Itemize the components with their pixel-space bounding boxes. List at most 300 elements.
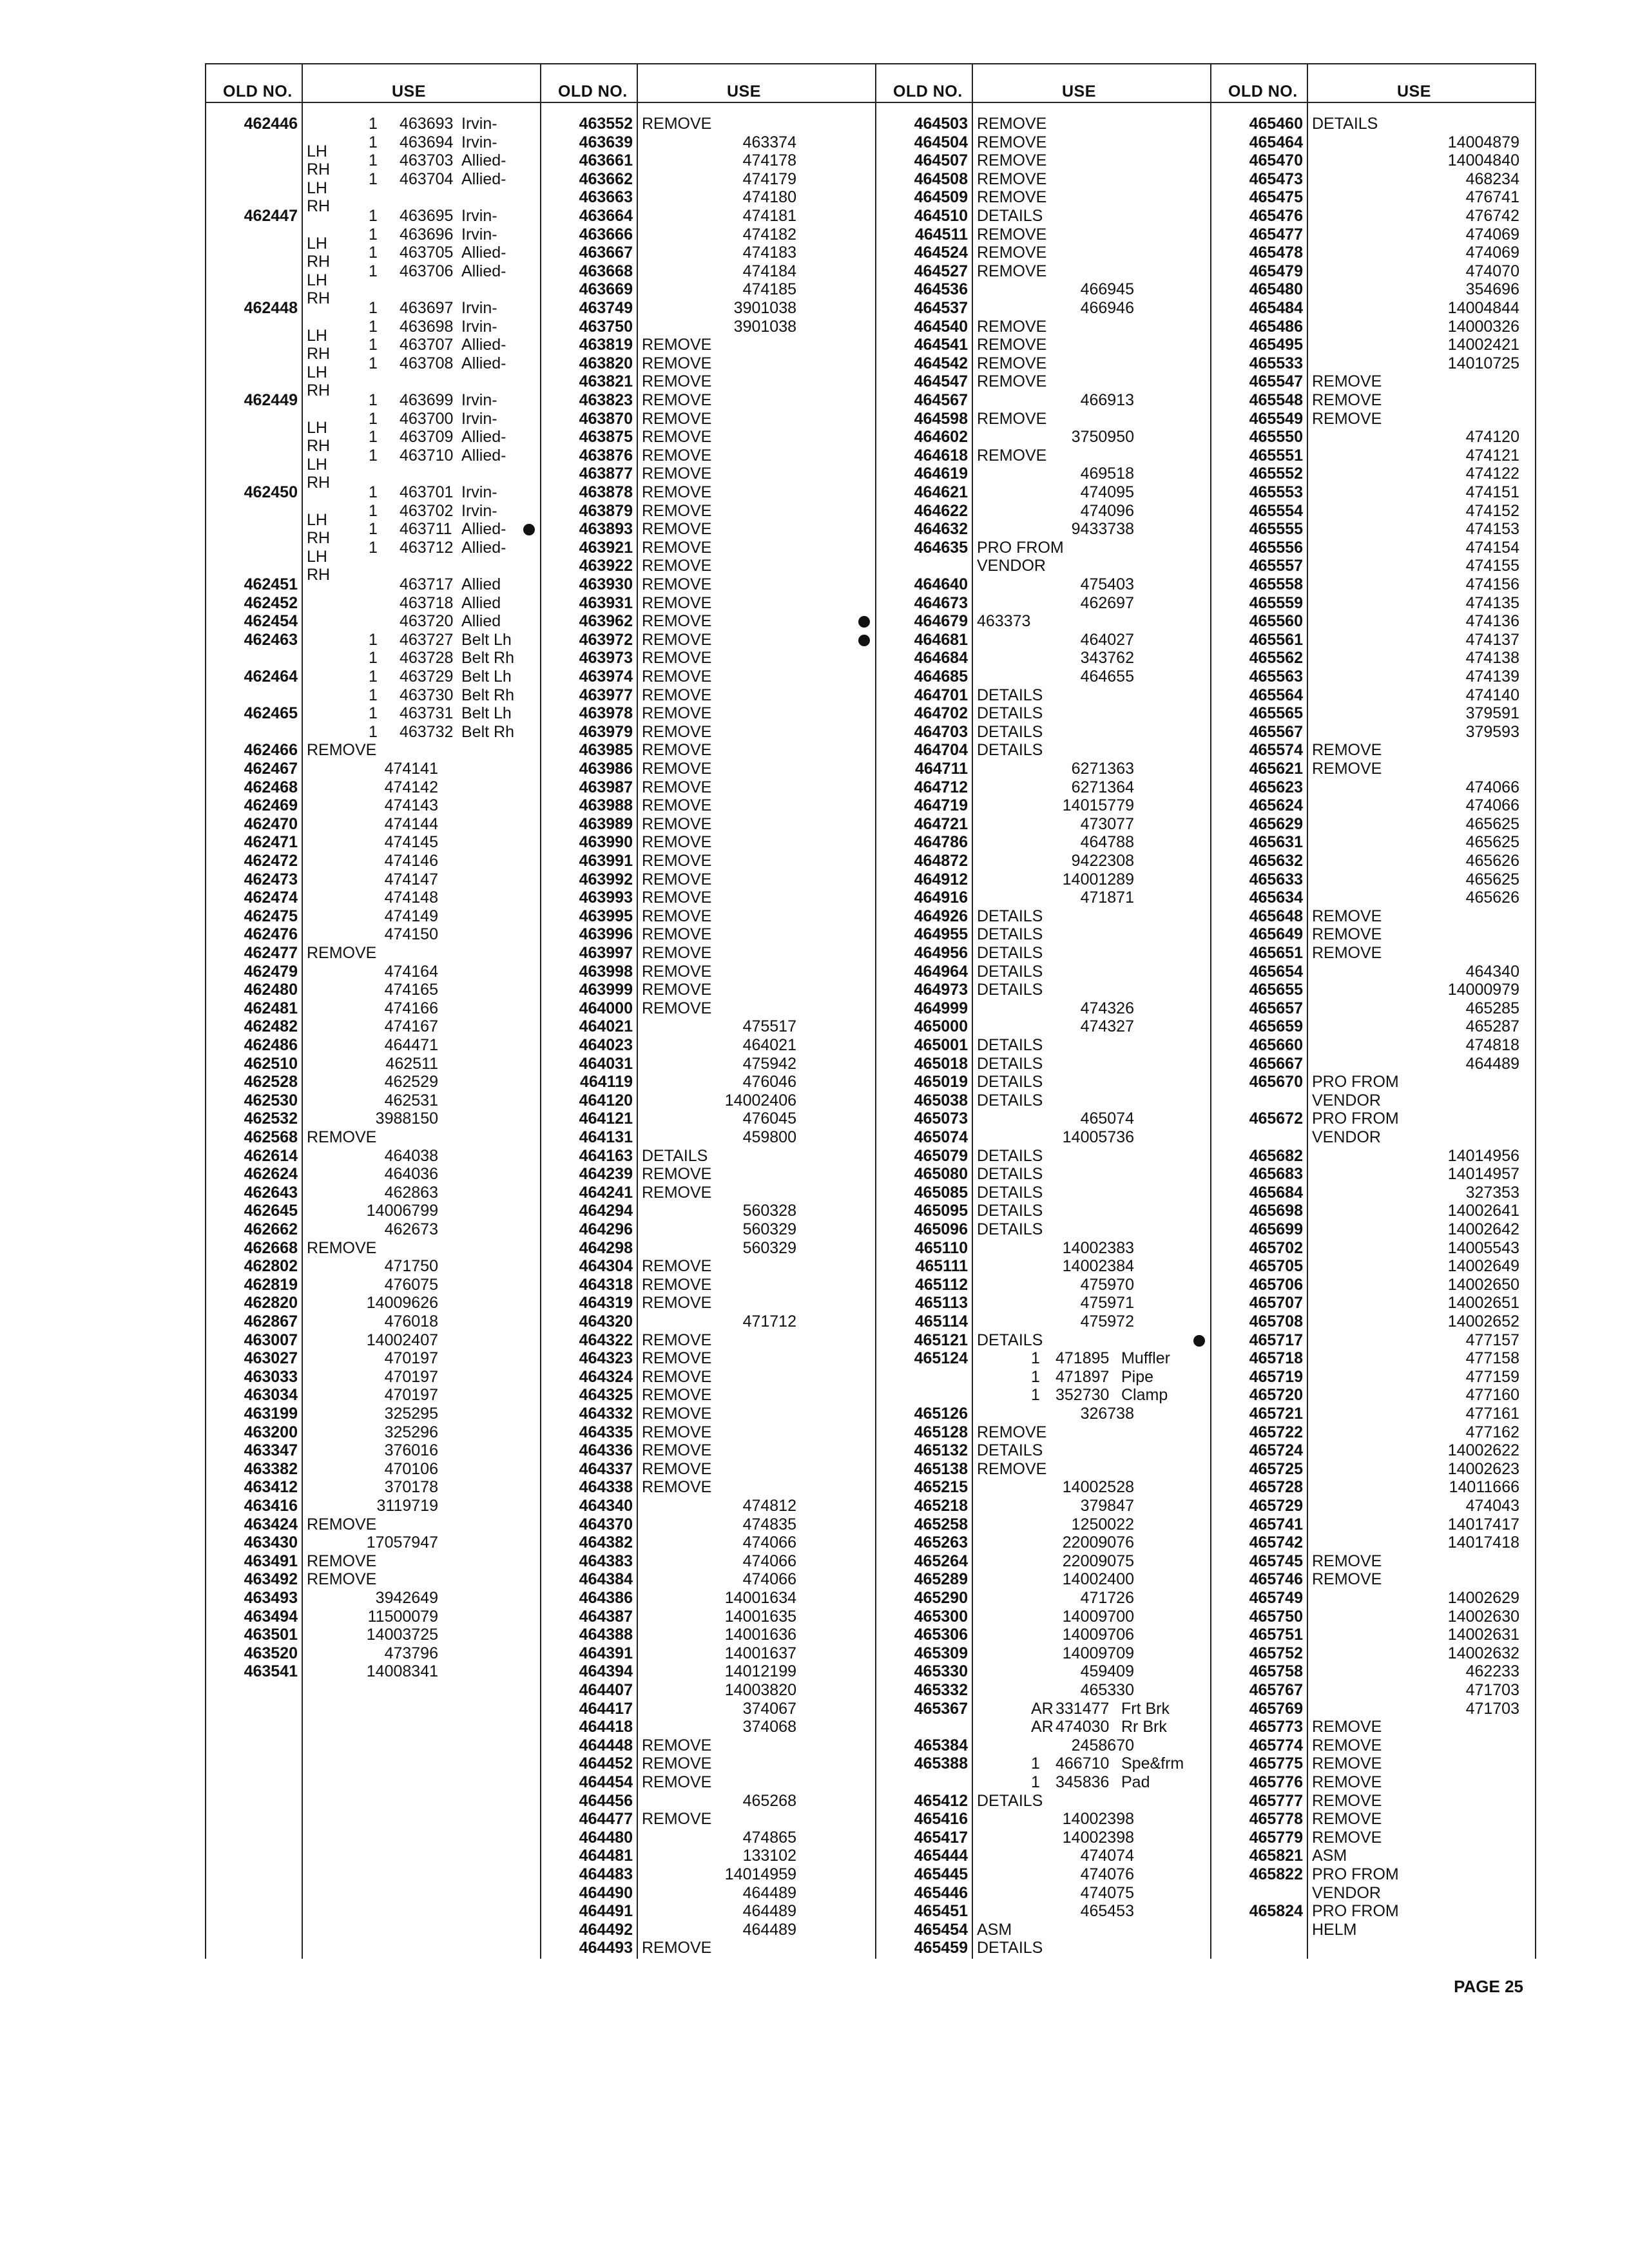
old-number: 465126	[914, 1405, 968, 1423]
old-number: 464340	[579, 1497, 633, 1515]
replacement-number: 14002400	[1062, 1570, 1134, 1589]
use-text: REMOVE	[642, 722, 712, 741]
side-label: LH	[307, 234, 327, 253]
old-number: 462481	[244, 999, 298, 1017]
old-number: 463821	[579, 372, 633, 391]
header-old-no: OLD NO.	[223, 82, 293, 101]
replacement-number: 477159	[1465, 1367, 1519, 1386]
replacement-number: 9422308	[1071, 852, 1134, 870]
old-number: 465478	[1249, 244, 1303, 262]
side-label: RH	[307, 345, 331, 363]
old-number: 465567	[1249, 722, 1303, 741]
replacement-number: 463694	[400, 133, 454, 151]
use-text: REMOVE	[1312, 372, 1382, 391]
use-text: REMOVE	[642, 852, 712, 870]
use-text: REMOVE	[642, 1459, 712, 1478]
replacement-number: 474139	[1465, 668, 1519, 686]
old-number: 465444	[914, 1847, 968, 1865]
old-number: 462469	[244, 796, 298, 815]
old-number: 464481	[579, 1847, 633, 1865]
use-text: REMOVE	[977, 317, 1047, 336]
old-number: 464241	[579, 1183, 633, 1202]
use-text: VENDOR	[1312, 1128, 1381, 1146]
use-text: REMOVE	[1312, 741, 1382, 760]
old-number: 465486	[1249, 317, 1303, 336]
use-text: REMOVE	[642, 1275, 712, 1294]
replacement-number: 474140	[1465, 686, 1519, 704]
old-number: 463552	[579, 115, 633, 133]
replacement-number: 466913	[1080, 391, 1134, 409]
replacement-number: 14002641	[1447, 1202, 1519, 1220]
replacement-number: 474095	[1080, 483, 1134, 501]
old-number: 465776	[1249, 1773, 1303, 1791]
old-number: 465556	[1249, 538, 1303, 557]
old-number: 464121	[579, 1110, 633, 1128]
quantity: 1	[369, 722, 378, 741]
replacement-number: 14002629	[1447, 1589, 1519, 1607]
old-number: 465725	[1249, 1459, 1303, 1478]
old-number: 464000	[579, 999, 633, 1017]
replacement-number: 474076	[1080, 1865, 1134, 1883]
side-label: LH	[307, 510, 327, 529]
old-number: 462454	[244, 612, 298, 631]
use-text: REMOVE	[642, 760, 712, 778]
old-number: 463992	[579, 870, 633, 889]
old-number: 465533	[1249, 354, 1303, 372]
old-number: 464031	[579, 1054, 633, 1073]
old-number: 465670	[1249, 1073, 1303, 1091]
old-number: 462645	[244, 1202, 298, 1220]
old-number: 462510	[244, 1054, 298, 1073]
old-number: 464619	[914, 465, 968, 483]
part-note: Allied-	[461, 151, 506, 170]
quantity: 1	[369, 151, 378, 170]
use-text: REMOVE	[642, 1165, 712, 1184]
quantity: 1	[369, 244, 378, 262]
old-number: 462867	[244, 1312, 298, 1331]
old-number: 465001	[914, 1036, 968, 1054]
replacement-number: 3901038	[733, 299, 796, 317]
use-text: DETAILS	[977, 704, 1043, 723]
replacement-number: 14005736	[1062, 1128, 1134, 1146]
old-number: 463879	[579, 501, 633, 520]
side-label: LH	[307, 547, 327, 566]
part-note: Irvin-	[461, 115, 497, 133]
old-number: 465417	[914, 1828, 968, 1847]
old-number: 465751	[1249, 1626, 1303, 1644]
old-number: 464388	[579, 1626, 633, 1644]
use-text: 463373	[977, 612, 1031, 631]
replacement-number: 14017418	[1447, 1533, 1519, 1552]
replacement-number: 14009626	[366, 1294, 438, 1312]
old-number: 462466	[244, 741, 298, 760]
old-number: 465655	[1249, 981, 1303, 999]
replacement-number: 474180	[742, 188, 796, 207]
use-text: REMOVE	[642, 1294, 712, 1312]
replacement-number: 462863	[384, 1183, 438, 1202]
replacement-number: 474136	[1465, 612, 1519, 631]
old-number: 465557	[1249, 557, 1303, 575]
use-text: REMOVE	[977, 169, 1047, 188]
replacement-number: 14003725	[366, 1626, 438, 1644]
part-note: Allied-	[461, 169, 506, 188]
use-text: REMOVE	[642, 907, 712, 925]
part-note: Irvin-	[461, 207, 497, 225]
replacement-number: 477158	[1465, 1349, 1519, 1368]
old-number: 464508	[914, 169, 968, 188]
old-number: 464418	[579, 1718, 633, 1736]
replacement-number: 463727	[400, 630, 454, 649]
old-number: 464685	[914, 668, 968, 686]
old-number: 465096	[914, 1220, 968, 1238]
old-number: 464391	[579, 1644, 633, 1662]
replacement-number: 14002622	[1447, 1441, 1519, 1460]
replacement-number: 22009075	[1062, 1552, 1134, 1570]
replacement-number: 465453	[1080, 1902, 1134, 1921]
replacement-number: 473796	[384, 1644, 438, 1662]
replacement-number: 474835	[742, 1515, 796, 1533]
replacement-number: 475972	[1080, 1312, 1134, 1331]
replacement-number: 465268	[742, 1791, 796, 1810]
use-text: REMOVE	[1312, 760, 1382, 778]
old-number: 465551	[1249, 446, 1303, 465]
old-number: 463493	[244, 1589, 298, 1607]
quantity: 1	[369, 169, 378, 188]
old-number: 465113	[914, 1294, 968, 1312]
old-number: 465629	[1249, 814, 1303, 833]
use-text: REMOVE	[642, 428, 712, 447]
quantity: 1	[1031, 1349, 1040, 1368]
old-number: 463027	[244, 1349, 298, 1368]
old-number: 465699	[1249, 1220, 1303, 1238]
part-note: Allied-	[461, 336, 506, 354]
use-text: REMOVE	[1312, 1754, 1382, 1773]
old-number: 464456	[579, 1791, 633, 1810]
replacement-number: 462673	[384, 1220, 438, 1238]
old-number: 462532	[244, 1110, 298, 1128]
replacement-number: 464655	[1080, 668, 1134, 686]
replacement-number: 463717	[400, 575, 454, 593]
replacement-number: 474865	[742, 1828, 796, 1847]
old-number: 464926	[914, 907, 968, 925]
use-text: DETAILS	[977, 1073, 1043, 1091]
replacement-number: 466710	[1055, 1754, 1110, 1773]
replacement-number: 463707	[400, 336, 454, 354]
replacement-number: 6271364	[1071, 778, 1134, 796]
old-number: 464635	[914, 538, 968, 557]
replacement-number: 465074	[1080, 1110, 1134, 1128]
old-number: 465750	[1249, 1607, 1303, 1626]
old-number: 465683	[1249, 1165, 1303, 1184]
old-number: 464477	[579, 1810, 633, 1829]
old-number: 465682	[1249, 1146, 1303, 1165]
part-note: Allied-	[461, 354, 506, 372]
use-text: VENDOR	[977, 557, 1046, 575]
old-number: 465309	[914, 1644, 968, 1662]
replacement-number: 474326	[1080, 999, 1134, 1017]
old-number: 463749	[579, 299, 633, 317]
use-text: REMOVE	[642, 520, 712, 539]
part-note: Pipe	[1121, 1367, 1154, 1386]
use-text: REMOVE	[642, 889, 712, 907]
replacement-number: 14001636	[724, 1626, 796, 1644]
use-text: DETAILS	[977, 686, 1043, 704]
old-number: 464507	[914, 151, 968, 170]
old-number: 465132	[914, 1441, 968, 1460]
use-text: REMOVE	[642, 944, 712, 962]
side-label: RH	[307, 289, 331, 308]
replacement-number: 462531	[384, 1091, 438, 1110]
replacement-number: 14014959	[724, 1865, 796, 1883]
old-number: 465561	[1249, 630, 1303, 649]
use-text: DETAILS	[977, 981, 1043, 999]
use-text: REMOVE	[642, 1736, 712, 1754]
replacement-number: 477157	[1465, 1331, 1519, 1349]
replacement-number: 14002650	[1447, 1275, 1519, 1294]
old-number: 462465	[244, 704, 298, 723]
replacement-number: 465626	[1465, 852, 1519, 870]
use-text: REMOVE	[642, 1478, 712, 1497]
replacement-number: 474096	[1080, 501, 1134, 520]
old-number: 465821	[1249, 1847, 1303, 1865]
old-number: 464119	[579, 1073, 633, 1091]
replacement-number: 14006799	[366, 1202, 438, 1220]
old-number: 463988	[579, 796, 633, 815]
old-number: 464973	[914, 981, 968, 999]
replacement-number: 463709	[400, 428, 454, 447]
old-number: 465330	[914, 1662, 968, 1681]
use-text: DETAILS	[977, 1441, 1043, 1460]
replacement-number: 463699	[400, 391, 454, 409]
old-number: 462482	[244, 1017, 298, 1036]
old-number: 464490	[579, 1883, 633, 1902]
replacement-number: 474066	[742, 1533, 796, 1552]
use-text: REMOVE	[977, 1459, 1047, 1478]
replacement-number: 14014957	[1447, 1165, 1519, 1184]
old-number: 464298	[579, 1238, 633, 1257]
old-number: 463990	[579, 833, 633, 852]
old-number: 464504	[914, 133, 968, 151]
old-number: 464324	[579, 1367, 633, 1386]
use-text: DETAILS	[977, 1202, 1043, 1220]
use-text: DETAILS	[977, 1165, 1043, 1184]
part-note: Spe&frm	[1121, 1754, 1184, 1773]
replacement-number: 463701	[400, 483, 454, 501]
old-number: 465777	[1249, 1791, 1303, 1810]
use-text: REMOVE	[977, 244, 1047, 262]
old-number: 464383	[579, 1552, 633, 1570]
replacement-number: 560329	[742, 1220, 796, 1238]
quantity: AR	[1031, 1718, 1054, 1736]
use-text: REMOVE	[1312, 944, 1382, 962]
old-number: 465080	[914, 1165, 968, 1184]
replacement-number: 331477	[1055, 1699, 1110, 1718]
old-number: 463382	[244, 1459, 298, 1478]
use-text: DETAILS	[977, 962, 1043, 981]
replacement-number: 14000326	[1447, 317, 1519, 336]
old-number: 464602	[914, 428, 968, 447]
old-number: 464964	[914, 962, 968, 981]
old-number: 464536	[914, 280, 968, 299]
old-number: 463989	[579, 814, 633, 833]
use-text: DETAILS	[977, 1054, 1043, 1073]
use-text: REMOVE	[1312, 1810, 1382, 1829]
old-number: 465367	[914, 1699, 968, 1718]
quantity: 1	[1031, 1754, 1040, 1773]
replacement-number: 325295	[384, 1405, 438, 1423]
old-number: 465215	[914, 1478, 968, 1497]
use-text: REMOVE	[642, 668, 712, 686]
replacement-number: 471712	[742, 1312, 796, 1331]
replacement-number: 474148	[384, 889, 438, 907]
replacement-number: 14001635	[724, 1607, 796, 1626]
replacement-number: 470197	[384, 1349, 438, 1368]
use-text: VENDOR	[1312, 1091, 1381, 1110]
old-number: 465698	[1249, 1202, 1303, 1220]
old-number: 465728	[1249, 1478, 1303, 1497]
bullet-marker	[858, 635, 870, 646]
old-number: 465632	[1249, 852, 1303, 870]
replacement-number: 463693	[400, 115, 454, 133]
old-number: 465290	[914, 1589, 968, 1607]
replacement-number: 463711	[400, 520, 452, 539]
old-number: 462820	[244, 1294, 298, 1312]
quantity: 1	[369, 262, 378, 280]
old-number: 463987	[579, 778, 633, 796]
old-number: 465769	[1249, 1699, 1303, 1718]
old-number: 465660	[1249, 1036, 1303, 1054]
replacement-number: 475517	[742, 1017, 796, 1036]
old-number: 465707	[1249, 1294, 1303, 1312]
replacement-number: 3750950	[1071, 428, 1134, 447]
replacement-number: 471897	[1055, 1367, 1110, 1386]
old-number: 465654	[1249, 962, 1303, 981]
replacement-number: 14017417	[1447, 1515, 1519, 1533]
old-number: 463494	[244, 1607, 298, 1626]
old-number: 464394	[579, 1662, 633, 1681]
replacement-number: 464489	[742, 1920, 796, 1939]
use-text: REMOVE	[642, 575, 712, 593]
part-note: Irvin-	[461, 501, 497, 520]
side-label: RH	[307, 253, 331, 271]
old-number: 465672	[1249, 1110, 1303, 1128]
old-number: 465451	[914, 1902, 968, 1921]
use-text: REMOVE	[977, 115, 1047, 133]
replacement-number: 470197	[384, 1367, 438, 1386]
old-number: 463921	[579, 538, 633, 557]
use-text: REMOVE	[642, 814, 712, 833]
use-text: REMOVE	[1312, 1791, 1382, 1810]
old-number: 462468	[244, 778, 298, 796]
use-text: REMOVE	[977, 1423, 1047, 1441]
replacement-number: 474155	[1465, 557, 1519, 575]
old-number: 462477	[244, 944, 298, 962]
use-text: REMOVE	[642, 1939, 712, 1957]
replacement-number: 463712	[400, 538, 454, 557]
side-label: RH	[307, 529, 331, 548]
quantity: 1	[369, 409, 378, 428]
replacement-number: 469518	[1080, 465, 1134, 483]
old-number: 465667	[1249, 1054, 1303, 1073]
old-number: 465114	[914, 1312, 968, 1331]
replacement-number: 463702	[400, 501, 454, 520]
old-number: 464163	[579, 1146, 633, 1165]
use-text: DETAILS	[977, 1036, 1043, 1054]
replacement-number: 464340	[1465, 962, 1519, 981]
replacement-number: 471726	[1080, 1589, 1134, 1607]
part-note: Irvin-	[461, 391, 497, 409]
use-text: PRO FROM	[977, 538, 1064, 557]
use-text: REMOVE	[642, 336, 712, 354]
old-number: 465778	[1249, 1810, 1303, 1829]
old-number: 465574	[1249, 741, 1303, 760]
old-use-separator	[972, 63, 973, 1959]
old-number: 464323	[579, 1349, 633, 1368]
old-number: 465289	[914, 1570, 968, 1589]
old-number: 464872	[914, 852, 968, 870]
replacement-number: 474164	[384, 962, 438, 981]
old-number: 462447	[244, 207, 298, 225]
old-number: 464598	[914, 409, 968, 428]
replacement-number: 474179	[742, 169, 796, 188]
old-number: 465111	[916, 1257, 968, 1276]
replacement-number: 14000979	[1447, 981, 1519, 999]
use-text: DETAILS	[1312, 115, 1378, 133]
use-text: REMOVE	[977, 188, 1047, 207]
replacement-number: 463718	[400, 593, 454, 612]
replacement-number: 474181	[742, 207, 796, 225]
quantity: 1	[369, 391, 378, 409]
replacement-number: 474184	[742, 262, 796, 280]
old-number: 464304	[579, 1257, 633, 1276]
old-number: 465306	[914, 1626, 968, 1644]
header-underline	[540, 102, 875, 103]
part-note: Irvin-	[461, 409, 497, 428]
replacement-number: 463703	[400, 151, 454, 170]
old-number: 464702	[914, 704, 968, 723]
replacement-number: 14002642	[1447, 1220, 1519, 1238]
use-text: REMOVE	[642, 1349, 712, 1368]
use-text: REMOVE	[642, 1331, 712, 1349]
use-text: DETAILS	[977, 1146, 1043, 1165]
part-note: Belt Lh	[461, 704, 512, 723]
old-number: 463998	[579, 962, 633, 981]
replacement-number: 474069	[1465, 244, 1519, 262]
old-number: 462568	[244, 1128, 298, 1146]
replacement-number: 466945	[1080, 280, 1134, 299]
old-number: 465460	[1249, 115, 1303, 133]
old-number: 463977	[579, 686, 633, 704]
replacement-number: 474153	[1465, 520, 1519, 539]
replacement-number: 468234	[1465, 169, 1519, 188]
replacement-number: 475971	[1080, 1294, 1134, 1312]
replacement-number: 463708	[400, 354, 454, 372]
side-label: RH	[307, 381, 331, 400]
old-number: 465416	[914, 1810, 968, 1829]
old-number: 464338	[579, 1478, 633, 1497]
replacement-number: 560329	[742, 1238, 796, 1257]
header-use: USE	[1062, 82, 1096, 101]
old-number: 465553	[1249, 483, 1303, 501]
use-text: REMOVE	[642, 354, 712, 372]
old-number: 463931	[579, 593, 633, 612]
old-number: 464540	[914, 317, 968, 336]
old-number: 465110	[914, 1238, 968, 1257]
old-number: 462475	[244, 907, 298, 925]
replacement-number: 14001289	[1062, 870, 1134, 889]
replacement-number: 14009709	[1062, 1644, 1134, 1662]
use-text: REMOVE	[1312, 907, 1382, 925]
